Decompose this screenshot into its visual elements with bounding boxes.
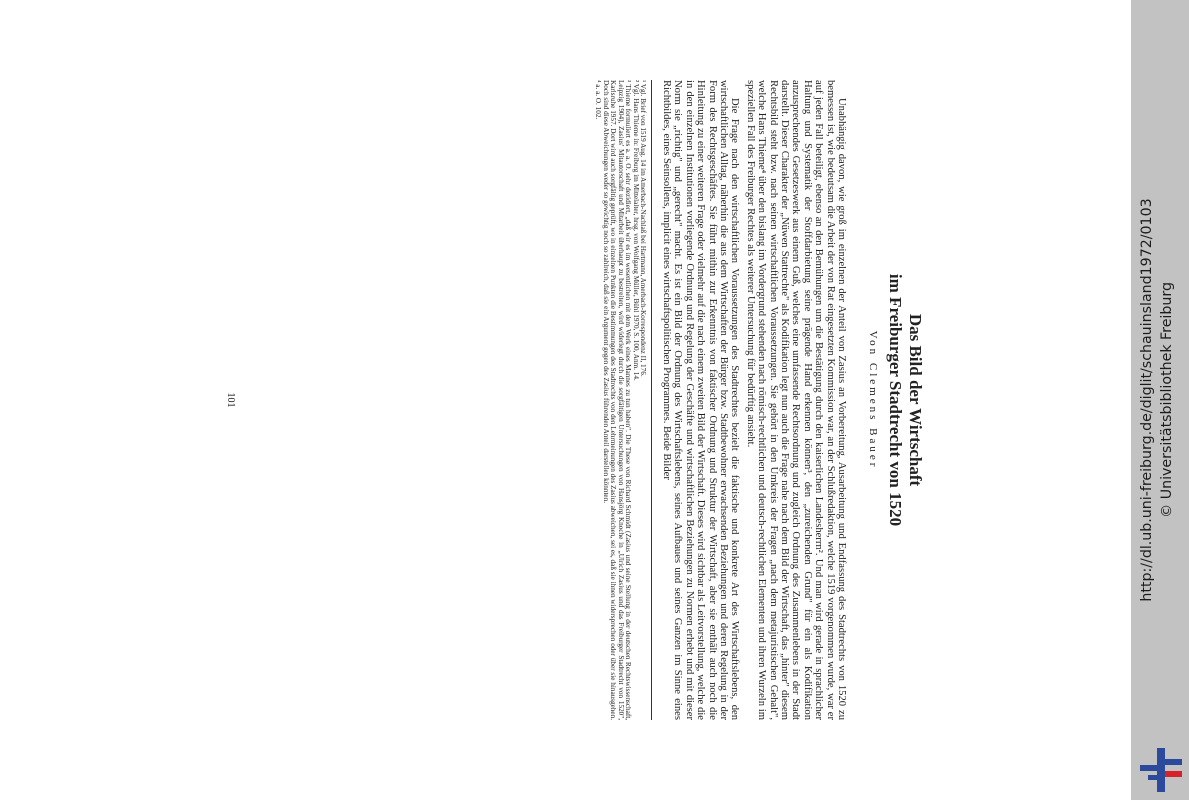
ub-freiburg-logo-icon: [1140, 748, 1182, 792]
footnote-1: ¹ Vgl. Brief von 1519 Aug. 14 im Amerbach-Nachlaß bei Hartmann, Amerbach-Korrespondenz II, 176.: [639, 80, 648, 377]
sidebar-caption: [1137, 198, 1177, 601]
book-page: [225, 80, 925, 720]
article-body: [661, 80, 848, 720]
body-paragraph-2: Die Frage nach den wirtschaftlichen Voraussetzungen des Stadtrechtes bezielt die faktische und konkrete Art des Wirtschaftslebens, den wirtschaftlichen Alltag, näherhin die aus dem Wirtschaften der Bürger bzw. Stadtbewohner erwachsenden Beziehungen und deren Regelung in der Form des Rechtsgeschäftes. Sie führt mithin zur Erkenntnis von faktischer Ordnung und Struktur der Wirtschaft, aber sie enthält auch noch die Hinleitung zu einer weiteren Frage oder vielmehr auf die nach einem zweiten Bild der Wirtschaft. Dieses wird sichtbar als Leitvorstellung, welche die in den einzelnen Institutionen vorliegende Ordnung und Regelung der Geschäfte und wirtschaftlichen Beziehungen zu Normen erhebt und mit dieser Norm sie „richtig" und „gerecht" macht. Es ist ein Bild der Ordnung des Wirtschaftslebens, seines Aufbaues und seines Ganzen im Sinne eines Richtbildes, eines Seinsollens, implicit eines wirtschaftspolitischen Programmes. Beide Bilder: [660, 80, 741, 720]
footnote-4: ⁴ a. a. O. 102.: [593, 80, 602, 120]
article-title-line-2: im Freiburger Stadtrecht von 1520: [886, 273, 905, 527]
article-byline: Von Clemens Bauer: [867, 330, 879, 470]
copyright-notice: © Universitätsbibliothek Freiburg: [1159, 282, 1175, 518]
article-title-line-1: Das Bild der Wirtschaft: [906, 313, 925, 487]
footnote-3: ³ Thieme formuliert es a. a. O. sehr dezidiert, „daß wir es im wesentlichen mit dem Werk eines Mannes zu tun haben". Die These von Richard Schmidt (Zasius und seine Stellung in der deutschen Rechtswissenschaft, Leipzig 1904), Zasius' Mitautorschaft und Mitarbeit überhaupt zu bestreiten, wird widerlegt durch die sorgfältigen Untersuchungen von Hansjörg Knoche in „Ulrich Zasius und das Freiburger Stadtrecht von 1520", Karlsruhe 1957. Dort wird auch sorgfältig geprüft, wo in einzelnen Punkten die Bestimmungen des Stadtrechts von den Lehrmeinungen des Zasius abweichen, sei es, daß sie ihnen widersprechen oder über sie hinausgehen. Doch sind diese Abweichungen weder so gewichtig noch so zahlreich, daß sie ein Argument gegen des Zasius führenden Anteil darstellen könnten.: [601, 80, 633, 720]
body-paragraph-1: Unabhängig davon, wie groß im einzelnen der Anteil von Zasius an Vorbereitung, Ausarbeitung und Endfassung des Stadtrechts von 1520 zu bemessen ist, wie bedeutsam die Arbeit der von Rat eingesetzten Kommission war, an der Schlußredaktion, welche 1519 vorgenommen wurde, war er auf jeden Fall beteiligt, ebenso an den Bemühungen um die Bestätigung durch den kaiserlichen Landesherrn². Und man wird gerade in sprachlicher Haltung und Systematik der Stoffdarbietung seine prägende Hand erkennen können³, den „zureichenden Grund" für ein als Kodifikation anzusprechendes Gesetzeswerk aus einem Guß, welches eine umfassende Rechtsordnung und zugleich Ordnung des Zusammenlebens in der Stadt darstellt. Dieser Charakter der „Nüwen Stattrechte" als Kodifikation legt nun auch die Frage nahe nach dem Bild der Wirtschaft, das „hinter" diesem Rechtsbild steht bzw. nach seinen wirtschaftlichen Voraussetzungen. Sie gehört in den Umkreis der Fragen „nach dem metajuristischen Gehalt", welche Hans Thieme⁴ über den bislang im Vordergrund stehenden nach römisch-rechtlichen und deutsch-rechtlichen Elementen und ihren Wurzeln im speziellen Fall des Freiburger Rechtes als weiterer Untersuchung für bedürftig ansieht.: [744, 80, 847, 720]
footnotes: [593, 80, 652, 720]
page-number: 101: [225, 392, 236, 408]
source-url-link[interactable]: http://dl.ub.uni-freiburg.de/diglit/schauinsland1972/0103: [1139, 198, 1155, 602]
footnote-2: ² Vgl. Hans Thieme in: Freiburg im Mittelalter, hrsg. von Wolfgang Müller, Bühl 1970, S. 100, Anm. 14.: [631, 80, 640, 381]
article-title: [885, 80, 925, 720]
